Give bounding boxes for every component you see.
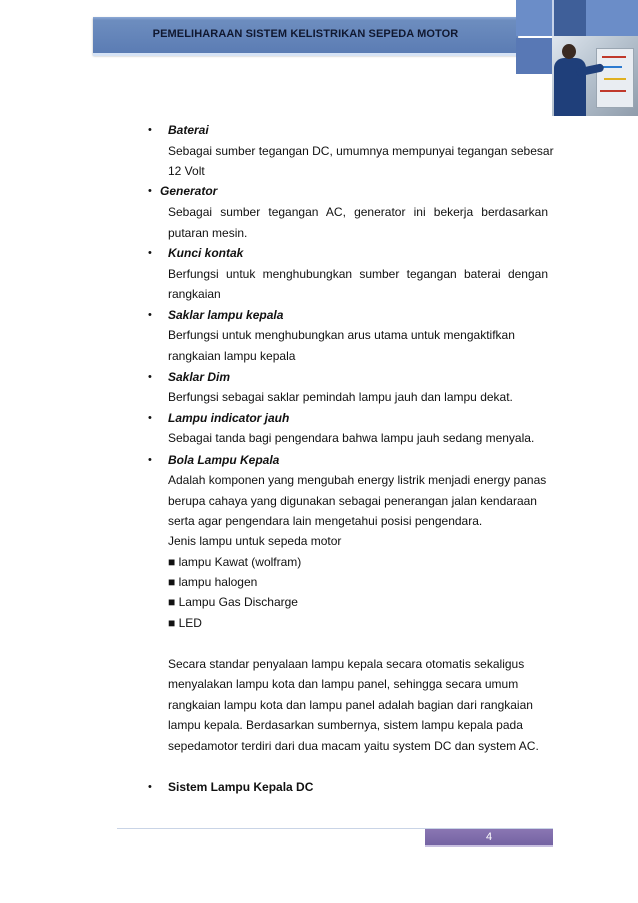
lamp-type-item: ■ lampu halogen	[168, 575, 258, 589]
item-term: Generator	[160, 184, 218, 198]
paragraph-line: sepedamotor terdiri dari dua macam yaitu system DC dan system AC.	[168, 739, 539, 753]
wire-image	[602, 66, 622, 68]
item-description-line: serta agar pengendara lain mengetahui posisi pengendara.	[168, 514, 483, 528]
bullet: •	[148, 185, 152, 197]
corner-decoration-block	[516, 0, 552, 36]
bullet: •	[148, 412, 152, 424]
item-description-line: Sebagai sumber tegangan AC, generator ini bekerja berdasarkan	[168, 205, 548, 219]
page-number: 4	[425, 829, 553, 845]
bullet: •	[148, 454, 152, 466]
footer-tab-underline	[425, 845, 553, 847]
item-description-line: putaran mesin.	[168, 226, 248, 240]
item-description-line: Jenis lampu untuk sepeda motor	[168, 534, 342, 548]
item-description-line: Sebagai sumber tegangan DC, umumnya mempunyai tegangan sebesar	[168, 144, 554, 158]
wire-image	[604, 78, 626, 80]
item-term: Saklar lampu kepala	[168, 308, 284, 322]
page-header-title: PEMELIHARAAN SISTEM KELISTRIKAN SEPEDA MOTOR	[152, 28, 459, 40]
item-description-line: rangkaian lampu kepala	[168, 349, 296, 363]
lamp-type-item: ■ LED	[168, 616, 202, 630]
section-heading: Sistem Lampu Kepala DC	[168, 780, 314, 794]
corner-decoration-block	[516, 38, 552, 74]
technician-photo	[552, 36, 638, 116]
paragraph-line: rangkaian lampu kota dan lampu panel adalah bagian dari rangkaian	[168, 698, 533, 712]
lamp-type-item: ■ lampu Kawat (wolfram)	[168, 555, 302, 569]
item-term: Kunci kontak	[168, 246, 244, 260]
item-description-line: Berfungsi untuk menghubungkan sumber tegangan baterai dengan	[168, 267, 548, 281]
bullet: •	[148, 247, 152, 259]
item-term: Lampu indicator jauh	[168, 411, 290, 425]
corner-decoration-block	[552, 0, 588, 36]
item-term: Baterai	[168, 123, 209, 137]
item-description-line: 12 Volt	[168, 164, 205, 178]
header-underline	[93, 53, 518, 56]
bullet: •	[148, 371, 152, 383]
wire-image	[602, 56, 626, 58]
technician-head	[562, 44, 576, 59]
paragraph-line: Secara standar penyalaan lampu kepala secara otomatis sekaligus	[168, 657, 525, 671]
item-term: Bola Lampu Kepala	[168, 453, 280, 467]
item-description-line: Berfungsi untuk menghubungkan arus utama untuk mengaktifkan	[168, 328, 515, 342]
corner-decoration-block	[586, 0, 638, 36]
bullet: •	[148, 124, 152, 136]
item-description-line: Berfungsi sebagai saklar pemindah lampu jauh dan lampu dekat.	[168, 390, 513, 404]
bullet: •	[148, 781, 152, 793]
wire-image	[600, 90, 626, 92]
item-term: Saklar Dim	[168, 370, 231, 384]
item-description-line: Adalah komponen yang mengubah energy listrik menjadi energy panas	[168, 473, 547, 487]
item-description-line: berupa cahaya yang digunakan sebagai penerangan jalan kendaraan	[168, 494, 537, 508]
bullet: •	[148, 309, 152, 321]
lamp-type-item: ■ Lampu Gas Discharge	[168, 595, 298, 609]
paragraph-line: menyalakan lampu kota dan lampu panel, sehingga secara umum	[168, 677, 519, 691]
item-description-line: Sebagai tanda bagi pengendara bahwa lampu jauh sedang menyala.	[168, 431, 535, 445]
item-description-line: rangkaian	[168, 287, 221, 301]
paragraph-line: lampu kepala. Berdasarkan sumbernya, sistem lampu kepala pada	[168, 718, 523, 732]
